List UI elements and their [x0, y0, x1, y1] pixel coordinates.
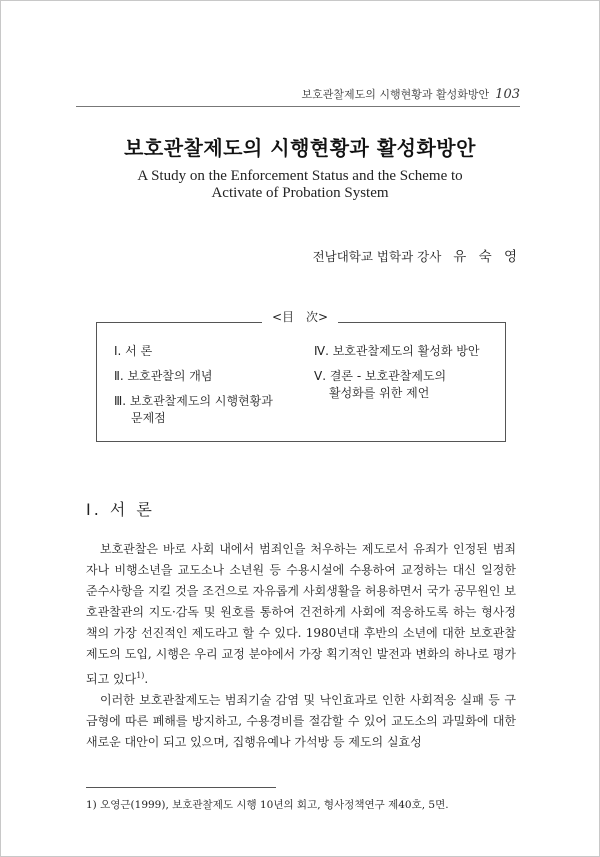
toc-item-label: Ⅰ. 서 론	[114, 344, 153, 358]
author-name: 유 숙 영	[453, 249, 521, 265]
paragraph-text: 이러한 보호관찰제도는 범죄기술 감염 및 낙인효과로 인한 사회적응 실패 등 구금형에 따른 폐해를 방지하고, 수용경비를 절감할 수 있어 교도소의 과밀화에 대한 새로운 대안이 되고 있으며, 집행유예나 가석방 등 제도의 실효성	[86, 693, 516, 749]
toc-item-continuation: 활성화를 위한 제언	[329, 386, 430, 400]
page-number: 103	[495, 87, 520, 102]
footnote: 1) 오영근(1999), 보호관찰제도 시행 10년의 회고, 형사정책연구 제40호, 5면.	[86, 799, 449, 811]
body-text	[86, 539, 516, 753]
footnote-reference[interactable]: 1)	[136, 671, 145, 680]
toc-item-label: Ⅱ. 보호관찰의 개념	[114, 369, 213, 383]
toc-left-column	[114, 343, 304, 435]
toc-item-continuation: 문제점	[131, 411, 166, 425]
paragraph-text: 보호관찰은 바로 사회 내에서 범죄인을 처우하는 제도로서 유죄가 인정된 범죄자나 비행소년을 교도소나 소년원 등 수용시설에 수용하여 교정하는 대신 일정한 준수사항을 지킬 것을 조건으로 자유롭게 사회생활을 허용하면서 국가 공무원인 보호관찰관의 지도·감독 및 원호를 통하여 건전하게 사회에 적응하도록 하는 형사정책의 가장 선진적인 제도라고 할 수 있다. 1980년대 후반의 소년에 대한 보호관찰제도의 도입, 시행은 우리 교정 분야에서 가장 획기적인 발전과 변화의 하나로 평가되고 있다	[86, 542, 516, 686]
author-line	[0, 245, 521, 265]
toc-item	[114, 343, 304, 360]
running-title: 보호관찰제도의 시행현황과 활성화방안	[301, 88, 490, 101]
english-title-line-2: Activate of Probation System	[211, 185, 389, 201]
paper-title-korean: 보호관찰제도의 시행현황과 활성화방안	[124, 136, 476, 160]
running-header	[0, 86, 520, 102]
toc-item	[114, 368, 304, 385]
toc-right-column	[314, 343, 504, 410]
toc-item-label: Ⅲ. 보호관찰제도의 시행현황과	[114, 394, 273, 408]
english-title-line-1: A Study on the Enforcement Status and the Scheme to	[137, 168, 463, 184]
section-heading: Ⅰ. 서 론	[86, 500, 155, 519]
toc-item	[114, 393, 304, 427]
paragraph-end: .	[144, 672, 149, 686]
author-affiliation: 전남대학교 법학과 강사	[312, 249, 442, 264]
toc-item-label: Ⅳ. 보호관찰제도의 활성화 방안	[314, 344, 480, 358]
toc-item	[314, 343, 504, 360]
paragraph	[86, 690, 516, 753]
paragraph	[86, 539, 516, 690]
toc-item	[314, 368, 504, 402]
toc-title: <目 次>	[0, 306, 600, 325]
header-rule	[76, 106, 520, 107]
toc-item-label: Ⅴ. 결론 - 보호관찰제도의	[314, 369, 447, 383]
footnote-rule	[86, 787, 276, 788]
paper-title-english	[0, 168, 600, 202]
